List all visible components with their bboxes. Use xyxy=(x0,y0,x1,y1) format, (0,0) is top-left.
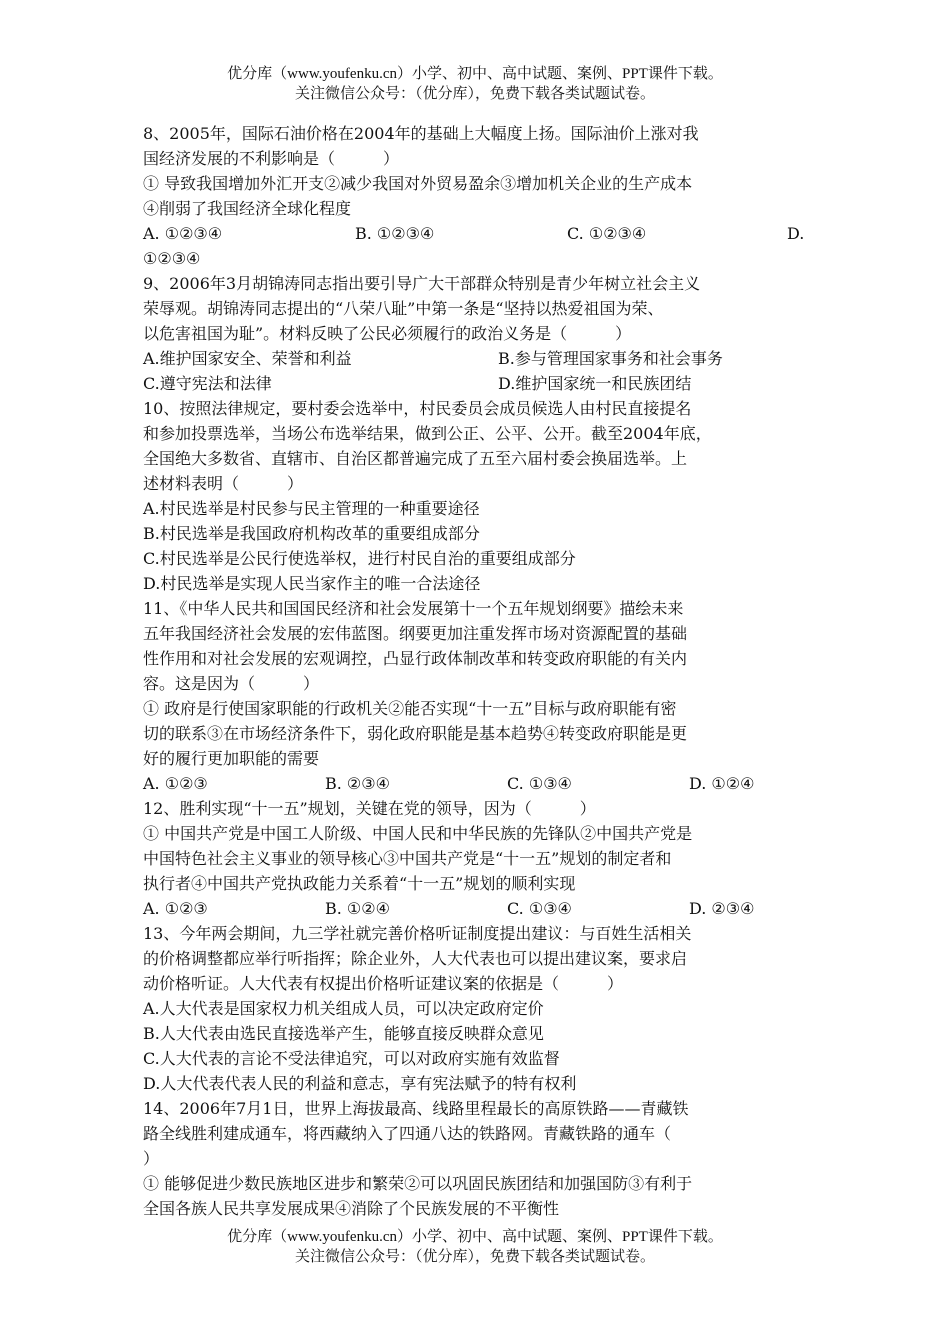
option-b: B. ①②④ xyxy=(325,899,390,918)
option-d-wrap: ①②③④ xyxy=(143,249,201,268)
question-stem-line: 11、《中华人民共和国国民经济和社会发展第十一个五年规划纲要》描绘未来 xyxy=(143,599,684,618)
statement-line: ① 导致我国增加外汇开支②减少我国对外贸易盈余③增加机关企业的生产成本 xyxy=(143,174,693,193)
question-stem-line: 12、胜利实现“十一五”规划，关键在党的领导，因为（ ） xyxy=(143,799,596,818)
question-10 xyxy=(143,396,810,596)
question-stem-line: 9、2006年3月胡锦涛同志指出要引导广大干部群众特别是青少年树立社会主义 xyxy=(143,274,701,293)
question-stem-line: 国经济发展的不利影响是（ ） xyxy=(143,149,400,168)
option-c: C. ①③④ xyxy=(507,899,572,918)
question-stem-line: 荣辱观。胡锦涛同志提出的“八荣八耻”中第一条是“坚持以热爱祖国为荣、 xyxy=(143,299,664,318)
question-stem-line: 五年我国经济社会发展的宏伟蓝图。纲要更加注重发挥市场对资源配置的基础 xyxy=(143,624,688,643)
question-stem-line: 10、按照法律规定，要村委会选举中，村民委员会成员候选人由村民直接提名 xyxy=(143,399,692,418)
option-a: A.维护国家安全、荣誉和利益 xyxy=(143,349,352,368)
options-row xyxy=(143,896,810,921)
options-row xyxy=(143,221,810,246)
exam-content xyxy=(143,121,810,1221)
question-stem-line: 14、2006年7月1日，世界上海拔最高、线路里程最长的高原铁路——青藏铁 xyxy=(143,1099,689,1118)
option-c: C. ①②③④ xyxy=(567,224,647,243)
question-stem-line: 8、2005年，国际石油价格在2004年的基础上大幅度上扬。国际油价上涨对我 xyxy=(143,124,699,143)
option-d: D.人大代表代表人民的利益和意志，享有宪法赋予的特有权利 xyxy=(143,1074,577,1093)
option-a: A. ①②③ xyxy=(143,899,208,918)
option-c: C. ①③④ xyxy=(507,774,572,793)
option-c: C.人大代表的言论不受法律追究，可以对政府实施有效监督 xyxy=(143,1049,560,1068)
question-stem-line: 容。这是因为（ ） xyxy=(143,674,320,693)
option-a: A. ①②③ xyxy=(143,774,208,793)
statement-line: ① 中国共产党是中国工人阶级、中国人民和中华民族的先锋队②中国共产党是 xyxy=(143,824,693,843)
question-stem-line: 路全线胜利建成通车，将西藏纳入了四通八达的铁路网。青藏铁路的通车（ xyxy=(143,1124,672,1143)
page-header xyxy=(0,64,950,104)
statement-line: 执行者④中国共产党执政能力关系着“十一五”规划的顺利实现 xyxy=(143,874,576,893)
option-a: A. ①②③④ xyxy=(143,224,223,243)
option-d: D. ②③④ xyxy=(689,899,755,918)
footer-line-2: 关注微信公众号：（优分库），免费下载各类试题试卷。 xyxy=(294,1249,655,1265)
header-line-1: 优分库（www.youfenku.cn）小学、初中、高中试题、案例、PPT课件下载。 xyxy=(227,66,723,82)
options-row xyxy=(143,771,810,796)
footer-line-1: 优分库（www.youfenku.cn）小学、初中、高中试题、案例、PPT课件下载。 xyxy=(227,1229,723,1245)
question-stem-line: 动价格听证。人大代表有权提出价格听证建议案的依据是（ ） xyxy=(143,974,624,993)
question-13 xyxy=(143,921,810,1096)
option-d: D.维护国家统一和民族团结 xyxy=(498,374,692,393)
option-c: C.遵守宪法和法律 xyxy=(143,374,272,393)
options-row xyxy=(143,371,810,396)
statement-line: ④削弱了我国经济全球化程度 xyxy=(143,199,352,218)
option-d: D.村民选举是实现人民当家作主的唯一合法途径 xyxy=(143,574,481,593)
option-b: B. ①②③④ xyxy=(355,224,435,243)
question-14 xyxy=(143,1096,810,1221)
option-d: D. xyxy=(787,224,805,243)
option-b: B.村民选举是我国政府机构改革的重要组成部分 xyxy=(143,524,480,543)
statement-line: ① 能够促进少数民族地区进步和繁荣②可以巩固民族团结和加强国防③有利于 xyxy=(143,1174,693,1193)
option-a: A.村民选举是村民参与民主管理的一种重要途径 xyxy=(143,499,480,518)
page-footer xyxy=(0,1227,950,1267)
option-b: B.人大代表由选民直接选举产生，能够直接反映群众意见 xyxy=(143,1024,544,1043)
question-stem-line: 13、今年两会期间，九三学社就完善价格听证制度提出建议：与百姓生活相关 xyxy=(143,924,692,943)
question-stem-line: 性作用和对社会发展的宏观调控，凸显行政体制改革和转变政府职能的有关内 xyxy=(143,649,688,668)
option-b: B.参与管理国家事务和社会事务 xyxy=(498,349,723,368)
header-line-2: 关注微信公众号：（优分库），免费下载各类试题试卷。 xyxy=(294,86,655,102)
statement-line: 全国各族人民共享发展成果④消除了个民族发展的不平衡性 xyxy=(143,1199,560,1218)
statement-line: 切的联系③在市场经济条件下，弱化政府职能是基本趋势④转变政府职能是更 xyxy=(143,724,688,743)
question-stem-line: 全国绝大多数省、直辖市、自治区都普遍完成了五至六届村委会换届选举。上 xyxy=(143,449,688,468)
question-stem-line: 和参加投票选举，当场公布选举结果，做到公正、公平、公开。截至2004年底， xyxy=(143,424,712,443)
statement-line: 中国特色社会主义事业的领导核心③中国共产党是“十一五”规划的制定者和 xyxy=(143,849,672,868)
question-stem-line: 以危害祖国为耻”。材料反映了公民必须履行的政治义务是（ ） xyxy=(143,324,632,343)
option-d: D. ①②④ xyxy=(689,774,755,793)
statement-line: 好的履行更加职能的需要 xyxy=(143,749,320,768)
question-9 xyxy=(143,271,810,396)
option-b: B. ②③④ xyxy=(325,774,390,793)
options-row xyxy=(143,346,810,371)
question-8 xyxy=(143,121,810,271)
question-stem-line: ） xyxy=(143,1149,160,1168)
option-c: C.村民选举是公民行使选举权，进行村民自治的重要组成部分 xyxy=(143,549,576,568)
question-11 xyxy=(143,596,810,796)
question-stem-line: 述材料表明（ ） xyxy=(143,474,304,493)
statement-line: ① 政府是行使国家职能的行政机关②能否实现“十一五”目标与政府职能有密 xyxy=(143,699,677,718)
question-stem-line: 的价格调整都应举行听指挥；除企业外，人大代表也可以提出建议案，要求启 xyxy=(143,949,688,968)
option-a: A.人大代表是国家权力机关组成人员，可以决定政府定价 xyxy=(143,999,544,1018)
question-12 xyxy=(143,796,810,921)
